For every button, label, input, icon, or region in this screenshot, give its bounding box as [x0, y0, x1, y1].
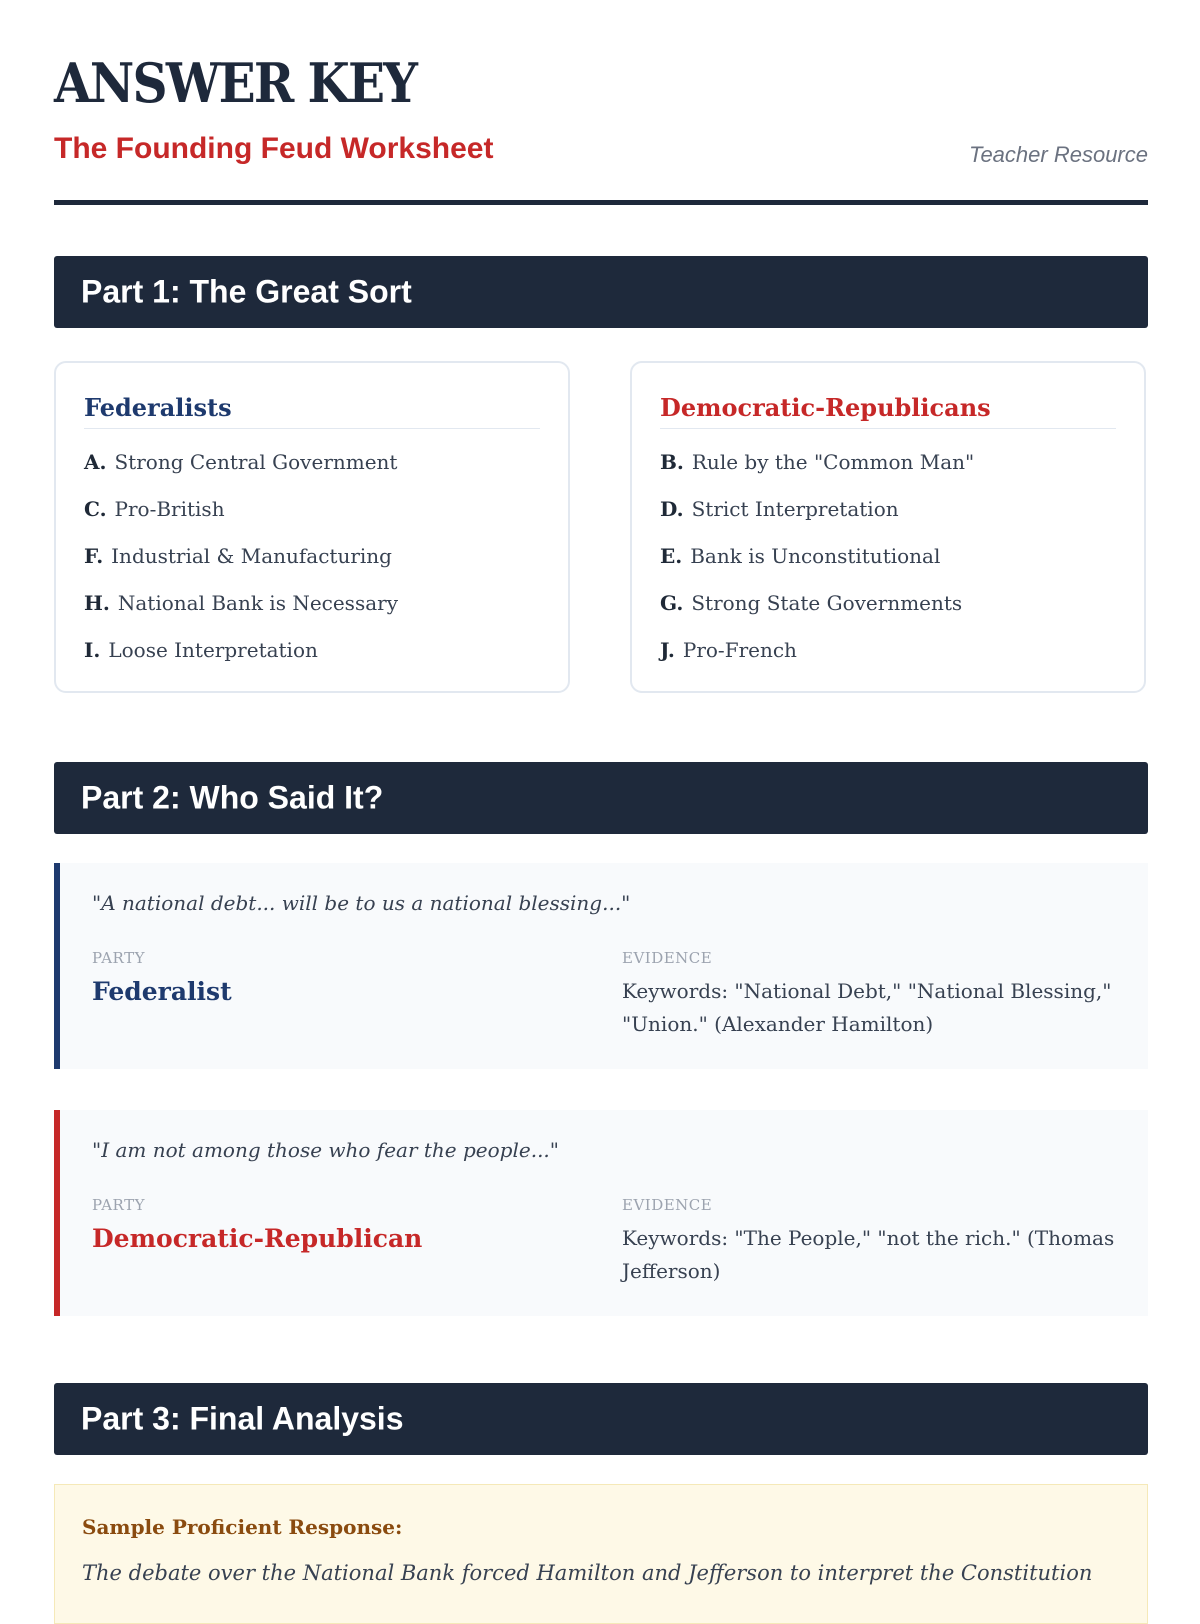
item-letter: C. [84, 497, 107, 521]
item-text: Pro-French [682, 638, 797, 662]
item-letter: F. [84, 544, 104, 568]
item-text: Industrial & Manufacturing [111, 544, 392, 568]
item-letter: I. [84, 638, 101, 662]
party-label: PARTY [92, 1196, 145, 1214]
party-answer: Democratic-Republican [92, 1224, 423, 1253]
list-item [84, 447, 548, 494]
democratic-republicans-list [660, 447, 1124, 682]
part1-heading-bar [54, 256, 1148, 328]
page-title: ANSWER KEY [54, 51, 417, 115]
part3-heading-bar [54, 1383, 1148, 1455]
item-text: Strong State Governments [691, 591, 963, 615]
list-item [660, 588, 1124, 635]
quote-card-democratic-republican [54, 1110, 1148, 1316]
item-letter: D. [660, 497, 684, 521]
list-item [84, 541, 548, 588]
part2-heading: Part 2: Who Said It? [81, 779, 384, 816]
item-letter: E. [660, 544, 683, 568]
evidence-text: Keywords: "National Debt," "National Blessing," "Union." (Alexander Hamilton) [622, 979, 1112, 1036]
item-letter: A. [84, 450, 107, 474]
quote-text: "A national debt... will be to us a national blessing..." [92, 891, 631, 915]
federalists-box [54, 361, 570, 693]
sample-response-box [54, 1484, 1148, 1624]
quote-text: "I am not among those who fear the people..." [92, 1138, 559, 1162]
item-text: Bank is Unconstitutional [690, 544, 941, 568]
list-item [660, 447, 1124, 494]
worksheet-subtitle: The Founding Feud Worksheet [54, 132, 494, 165]
header-divider [54, 200, 1148, 205]
item-letter: H. [84, 591, 110, 615]
item-text: Pro-British [114, 497, 225, 521]
list-item [84, 494, 548, 541]
evidence-label: EVIDENCE [622, 949, 713, 967]
sample-response-text: The debate over the National Bank forced Hamilton and Jefferson to interpret the Constitution [82, 1561, 1093, 1585]
sample-response-label: Sample Proficient Response: [82, 1515, 403, 1539]
item-letter: B. [660, 450, 684, 474]
democratic-republicans-box [630, 361, 1146, 693]
list-item [84, 635, 548, 682]
teacher-resource-label: Teacher Resource [969, 142, 1148, 167]
part1-heading: Part 1: The Great Sort [81, 273, 412, 310]
item-text: Strict Interpretation [691, 497, 899, 521]
list-item [84, 588, 548, 635]
democratic-republicans-title: Democratic-Republicans [660, 393, 1116, 429]
quote-card-federalist [54, 863, 1148, 1069]
federalists-list [84, 447, 548, 682]
evidence-label: EVIDENCE [622, 1196, 713, 1214]
federalists-title: Federalists [84, 393, 540, 429]
party-answer: Federalist [92, 977, 232, 1006]
document-header [54, 51, 1148, 167]
item-letter: G. [660, 591, 684, 615]
item-text: Rule by the "Common Man" [691, 450, 975, 474]
evidence-text: Keywords: "The People," "not the rich." (Thomas Jefferson) [622, 1226, 1115, 1283]
item-letter: J. [660, 638, 675, 662]
item-text: Loose Interpretation [108, 638, 318, 662]
item-text: Strong Central Government [114, 450, 398, 474]
item-text: National Bank is Necessary [117, 591, 398, 615]
part2-heading-bar [54, 762, 1148, 834]
list-item [660, 635, 1124, 682]
part3-heading: Part 3: Final Analysis [81, 1400, 404, 1437]
party-label: PARTY [92, 949, 145, 967]
list-item [660, 541, 1124, 588]
list-item [660, 494, 1124, 541]
